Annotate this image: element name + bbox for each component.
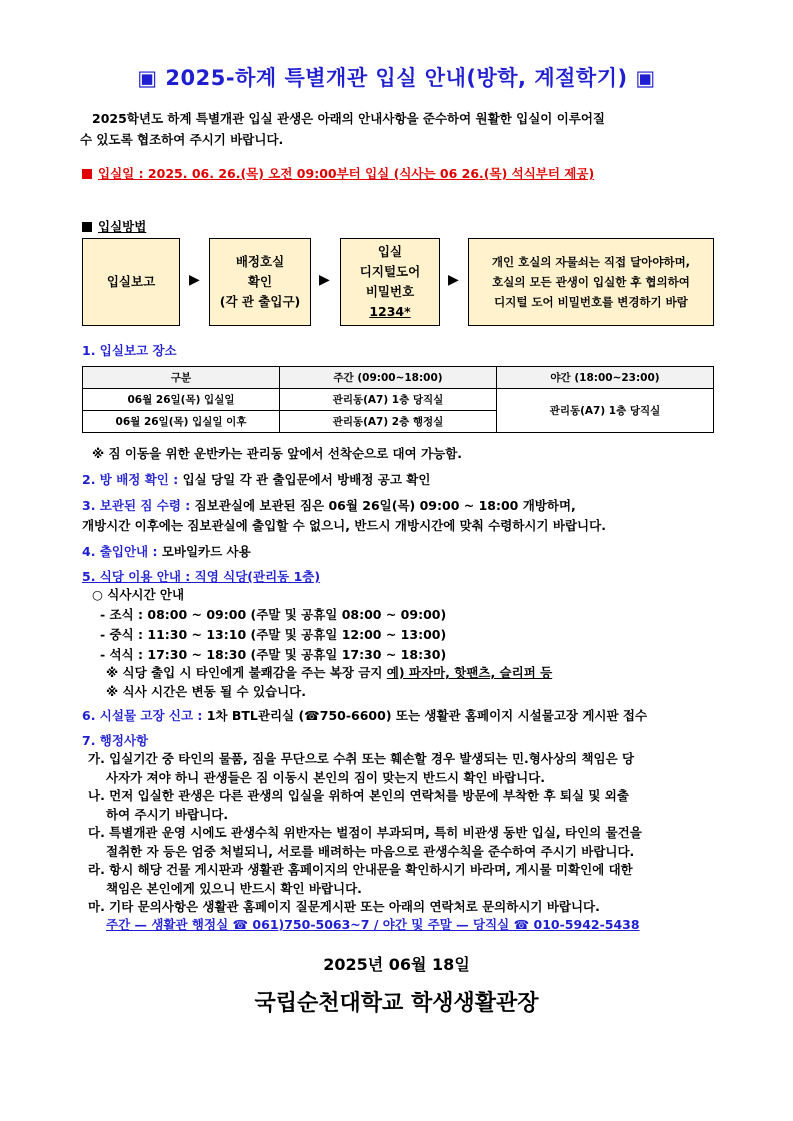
admin-item-c-2: 절취한 자 등은 엄중 처벌되니, 서로를 배려하는 마음으로 관생수칙을 준수하여 주시기 바랍니다. — [106, 844, 635, 859]
flow-step-room-line: (각 관 출입구) — [219, 294, 301, 309]
page-title: ▣ 2025-하계 특별개관 입실 안내(방학, 계절학기) ▣ — [137, 66, 656, 90]
table-header: 구분 — [83, 367, 280, 389]
dress-code-note — [106, 663, 552, 681]
section-2-label: 2. 방 배정 확인 : — [82, 472, 179, 487]
section-1-heading: 1. 입실보고 장소 — [82, 343, 177, 358]
flow-step-room — [209, 238, 311, 326]
flow-step-report — [82, 238, 180, 326]
section-4 — [82, 542, 251, 560]
meal-lunch: - 중식 : 11:30 ~ 13:10 (주말 및 공휴일 12:00 ~ 13:00) — [100, 627, 447, 642]
section-6-label: 6. 시설물 고장 신고 : — [82, 708, 203, 723]
check-in-flow — [82, 238, 714, 326]
admin-item-b-1: 나. 먼저 입실한 관생은 다른 관생의 입실을 위하여 본인의 연락처를 방문에 부착한 후 퇴실 및 외출 — [88, 788, 629, 803]
flow-step-door-line: 비밀번호 — [365, 284, 415, 299]
section-3 — [82, 496, 576, 514]
contact-info: 주간 — 생활관 행정실 ☎ 061)750-5063~7 / 야간 및 주말 — 당직실 ☎ 010-5942-5438 — [106, 917, 640, 932]
section-3-label: 3. 보관된 짐 수령 : — [82, 498, 191, 513]
section-4-text: 모바일카드 사용 — [157, 544, 251, 559]
issuer-organization: 국립순천대학교 학생생활관장 — [254, 991, 539, 1016]
intro-paragraph — [80, 108, 720, 150]
admin-item-d-2: 책임은 본인에게 있으니 반드시 확인 바랍니다. — [106, 881, 362, 896]
section-3-text: 짐보관실에 보관된 짐은 06월 26일(목) 09:00 ~ 18:00 개방하며, — [190, 498, 576, 513]
intro-line-2: 수 있도록 협조하여 주시기 바랍니다. — [80, 132, 284, 147]
table-cell: 06월 26일(목) 입실일 — [83, 389, 280, 411]
section-3-text-2: 개방시간 이후에는 짐보관실에 출입할 수 없으니, 반드시 개방시간에 맞춰 수령하시기 바랍니다. — [82, 518, 606, 533]
arrow-right-icon: ▶ — [448, 272, 459, 288]
method-heading-text: 입실방법 — [98, 219, 147, 234]
meal-dinner: - 석식 : 17:30 ~ 18:30 (주말 및 공휴일 17:30 ~ 18:30) — [100, 647, 447, 662]
cart-note: ※ 짐 이동을 위한 운반카는 관리동 앞에서 선착순으로 대여 가능함. — [92, 446, 463, 461]
flow-step-lock — [468, 238, 714, 326]
entry-date-text: 입실일 : 2025. 06. 26.(목) 오전 09:00부터 입실 (식사는 06 26.(목) 석식부터 제공) — [98, 166, 595, 181]
arrow-right-icon: ▶ — [319, 272, 330, 288]
flow-step-door-line: 입실 — [377, 244, 403, 259]
table-cell: 관리동(A7) 2층 행정실 — [280, 411, 497, 433]
section-6 — [82, 706, 647, 724]
flow-step-lock-line: 디지털 도어 비밀번호를 변경하기 바람 — [494, 295, 688, 309]
section-2-text: 입실 당일 각 관 출입문에서 방배정 공고 확인 — [178, 472, 431, 487]
section-7-heading: 7. 행정사항 — [82, 733, 149, 748]
meal-breakfast: - 조식 : 08:00 ~ 09:00 (주말 및 공휴일 08:00 ~ 09:00) — [100, 607, 447, 622]
flow-step-lock-line: 개인 호실의 자물쇠는 직접 달아야하며, — [491, 255, 691, 269]
square-bullet-icon — [82, 169, 92, 179]
square-bullet-icon — [82, 222, 92, 232]
table-cell-night: 관리동(A7) 1층 당직실 — [497, 389, 714, 433]
admin-item-c-1: 다. 특별개관 운영 시에도 관생수칙 위반자는 벌점이 부과되며, 특히 비관생 동반 입실, 타인의 물건을 — [88, 825, 642, 840]
flow-step-room-line: 배정호실 — [235, 254, 285, 269]
table-header-row — [83, 367, 714, 389]
flow-step-lock-line: 호실의 모든 관생이 입실한 후 협의하여 — [492, 275, 690, 289]
table-header: 주간 (09:00~18:00) — [280, 367, 497, 389]
admin-item-a-1: 가. 입실기간 중 타인의 물품, 짐을 무단으로 수취 또는 훼손할 경우 발생되는 민.형사상의 책임은 당 — [88, 751, 635, 766]
admin-item-d-1: 라. 항시 해당 건물 게시판과 생활관 홈페이지의 안내문을 확인하시기 바라며, 게시물 미확인에 대한 — [88, 862, 633, 877]
dress-code-example: 예) 파자마, 핫팬츠, 슬리퍼 등 — [386, 665, 553, 680]
flow-step-room-line: 확인 — [247, 274, 273, 289]
table-cell: 관리동(A7) 1층 당직실 — [280, 389, 497, 411]
flow-step-door — [340, 238, 440, 326]
meal-time-note: ※ 식사 시간은 변동 될 수 있습니다. — [106, 684, 306, 699]
admin-item-a-2: 사자가 져야 하니 관생들은 짐 이동시 본인의 짐이 맞는지 반드시 확인 바랍니다. — [106, 770, 546, 785]
table-row — [83, 389, 714, 411]
table-cell: 06월 26일(목) 입실일 이후 — [83, 411, 280, 433]
issue-date: 2025년 06월 18일 — [323, 955, 470, 974]
intro-line-1: 2025학년도 하계 특별개관 입실 관생은 아래의 안내사항을 준수하여 원활한 입실이 이루어질 — [92, 111, 606, 126]
arrow-right-icon: ▶ — [189, 272, 200, 288]
table-header: 야간 (18:00~23:00) — [497, 367, 714, 389]
admin-item-e-1: 마. 기타 문의사항은 생활관 홈페이지 질문게시판 또는 아래의 연락처로 문의하시기 바랍니다. — [88, 899, 600, 914]
dress-code-text: ※ 식당 출입 시 타인에게 불쾌감을 주는 복장 금지 — [106, 665, 387, 680]
meal-time-subheading: ○ 식사시간 안내 — [92, 587, 185, 602]
section-6-text: 1차 BTL관리실 (☎750-6600) 또는 생활관 홈페이지 시설물고장 게시판 접수 — [202, 708, 648, 723]
section-2 — [82, 470, 430, 488]
entry-date-notice — [82, 164, 594, 182]
flow-step-report-label: 입실보고 — [106, 274, 156, 289]
section-4-label: 4. 출입안내 : — [82, 544, 158, 559]
method-heading — [82, 217, 146, 235]
flow-step-door-line: 디지털도어 — [359, 264, 421, 279]
report-location-table — [82, 366, 714, 433]
admin-item-b-2: 하여 주시기 바랍니다. — [106, 807, 229, 822]
door-password: 1234* — [369, 304, 411, 319]
section-5-heading: 5. 식당 이용 안내 : 직영 식당(관리동 1층) — [82, 569, 321, 584]
